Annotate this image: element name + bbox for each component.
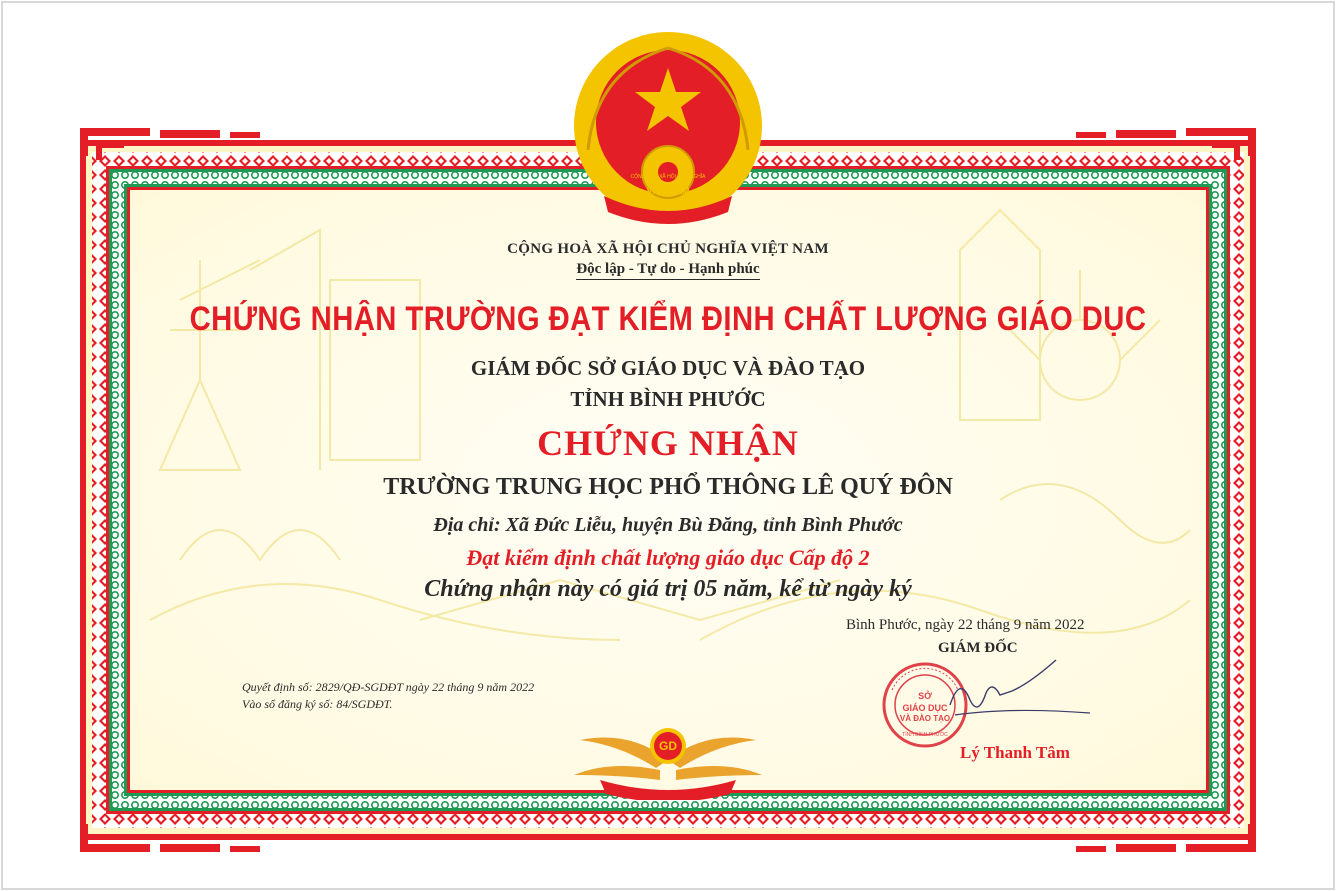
emblem-ribbon-text: VIỆT NAM: [646, 186, 690, 196]
national-motto: [0, 261, 1336, 278]
seal-ring-text: TỈNH BÌNH PHƯỚC: [902, 732, 948, 738]
validity-statement: Chứng nhận này có giá trị 05 năm, kể từ ngày ký: [424, 576, 912, 602]
place-date: Bình Phước, ngày 22 tháng 9 năm 2022: [846, 617, 1085, 633]
school-address: Địa chỉ: Xã Đức Liễu, huyện Bù Đăng, tỉnh Bình Phước: [433, 514, 903, 536]
seal-line1: SỞ: [918, 691, 932, 701]
national-emblem: [566, 30, 770, 230]
registry-number: Vào sổ đăng ký số: 84/SGDĐT.: [242, 697, 393, 711]
national-name: CỘNG HOÀ XÃ HỘI CHỦ NGHĨA VIỆT NAM: [507, 241, 829, 257]
education-logo: [560, 720, 776, 800]
seal-line2: GIÁO DỤC: [902, 703, 948, 713]
signer-name: Lý Thanh Tâm: [960, 743, 1070, 762]
emblem-ring-text: CỘNG HOÀ XÃ HỘI CHỦ NGHĨA: [630, 174, 706, 180]
issuer-line2: TỈNH BÌNH PHƯỚC: [570, 387, 766, 411]
issuer-line1: GIÁM ĐỐC SỞ GIÁO DỤC VÀ ĐÀO TẠO: [470, 356, 866, 380]
accreditation-level: Đạt kiểm định chất lượng giáo dục Cấp độ 2: [466, 545, 870, 570]
education-logo-text: GD: [659, 739, 677, 753]
certify-heading: CHỨNG NHẬN: [537, 423, 799, 463]
seal-line3: VÀ ĐÀO TẠO: [899, 714, 951, 723]
decision-number: Quyết định số: 2829/QĐ-SGDĐT ngày 22 tháng 9 năm 2022: [242, 680, 535, 694]
signer-title: GIÁM ĐỐC: [938, 640, 1018, 656]
school-name: TRƯỜNG TRUNG HỌC PHỔ THÔNG LÊ QUÝ ĐÔN: [383, 474, 953, 500]
signature: [930, 655, 1100, 725]
national-motto-text: Độc lập - Tự do - Hạnh phúc: [576, 261, 759, 280]
certificate-title: CHỨNG NHẬN TRƯỜNG ĐẠT KIỂM ĐỊNH CHẤT LƯỢNG GIÁO DỤC: [189, 300, 1147, 338]
